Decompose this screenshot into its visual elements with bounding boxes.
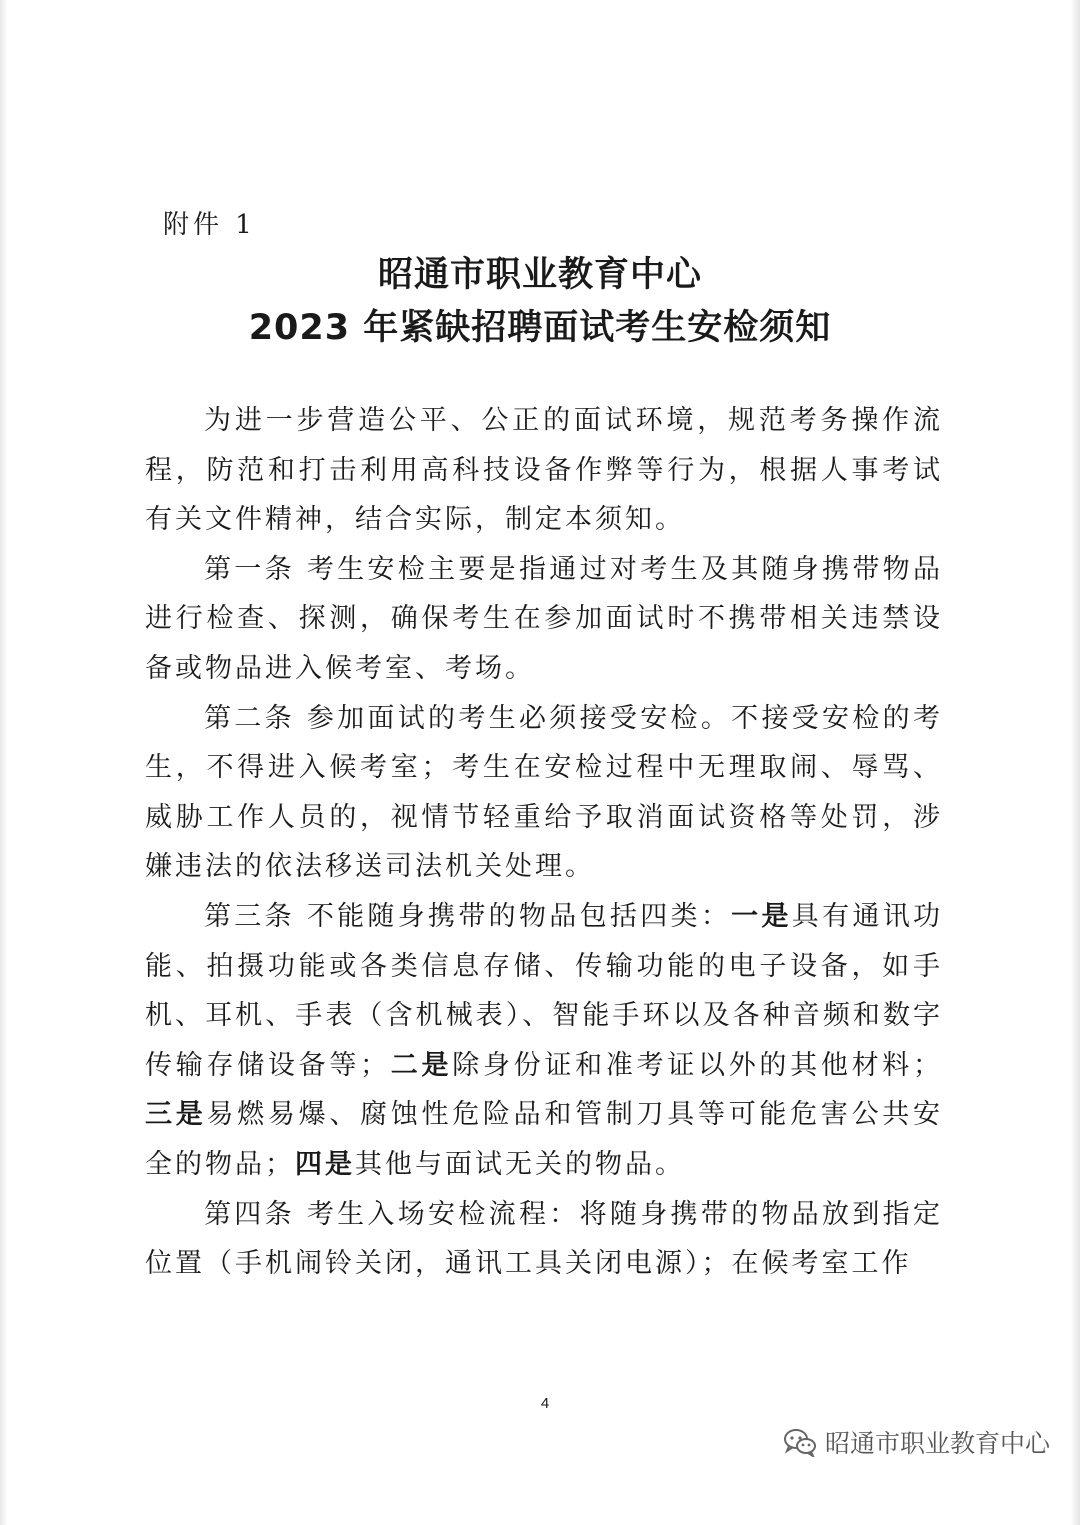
article-3-item3-marker: 三是 <box>145 1099 207 1131</box>
page-shadow-left <box>0 0 8 1525</box>
article-3-paragraph <box>145 892 943 1190</box>
article-3-item1-marker: 一是 <box>731 900 792 932</box>
page-shadow-right <box>1070 0 1080 1525</box>
article-2-paragraph: 第二条 参加面试的考生必须接受安检。不接受安检的考生，不得进入候考室；考生在安检过程中无理取闹、辱骂、威胁工作人员的，视情节轻重给予取消面试资格等处罚，涉嫌违法的依法移送司法机关处理。 <box>145 702 943 883</box>
document-title-line1: 昭通市职业教育中心 <box>377 255 702 295</box>
article-1-paragraph: 第一条 考生安检主要是指通过对考生及其随身携带物品进行检查、探测，确保考生在参加面试时不携带相关违禁设备或物品进入候考室、考场。 <box>145 553 943 684</box>
article-4-paragraph: 第四条 考生入场安检流程：将随身携带的物品放到指定位置（手机闹铃关闭，通讯工具关闭电源）；在候考室工作 <box>145 1198 943 1280</box>
article-3-item1-text: 具有通讯功能、拍摄功能或各类信息存储、传输功能的电子设备，如手机、耳机、手表（含机械表）、智能手环以及各种音频和数字传输存储设备等； <box>145 900 943 1081</box>
wechat-watermark <box>783 1424 1050 1460</box>
page-number: 4 <box>540 1395 550 1412</box>
document-body <box>145 396 943 1289</box>
article-3-item3-text: 易燃易爆、腐蚀性危险品和管制刀具等可能危害公共安全的物品； <box>145 1099 944 1180</box>
document-title-line2: 2023 年紧缺招聘面试考生安检须知 <box>248 308 832 348</box>
article-3-item4-text: 其他与面试无关的物品。 <box>355 1148 685 1180</box>
article-3-item2-marker: 二是 <box>390 1049 453 1081</box>
wechat-icon <box>783 1427 817 1457</box>
intro-paragraph: 为进一步营造公平、公正的面试环境，规范考务操作流程，防范和打击利用高科技设备作弊等行为，根据人事考试有关文件精神，结合实际，制定本须知。 <box>145 405 943 536</box>
attachment-label: 附件 1 <box>163 210 256 240</box>
article-3-item2-text: 除身份证和准考证以外的其他材料； <box>452 1049 944 1081</box>
article-3-item4-marker: 四是 <box>295 1148 355 1180</box>
article-3-prefix: 第三条 不能随身携带的物品包括四类： <box>204 900 732 932</box>
watermark-text: 昭通市职业教育中心 <box>824 1429 1050 1458</box>
